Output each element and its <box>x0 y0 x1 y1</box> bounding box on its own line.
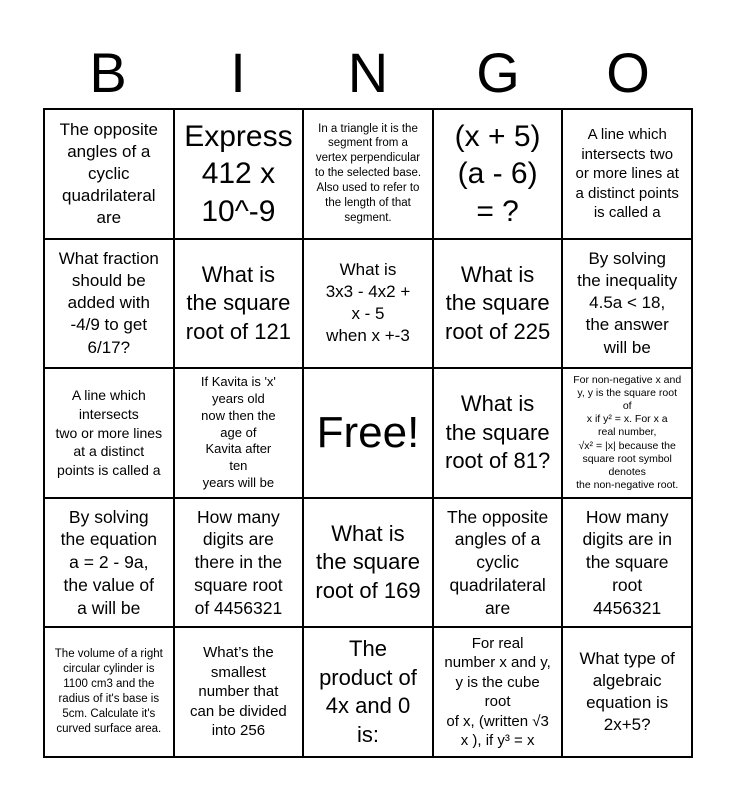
header-letter-g: G <box>476 41 520 104</box>
bingo-cell-r3-c4[interactable]: What is the square root of 81? <box>433 368 563 498</box>
free-space[interactable]: Free! <box>303 368 433 498</box>
bingo-cell-r4-c5[interactable]: How many digits are in the square root 4456321 <box>562 498 692 628</box>
bingo-cell-r1-c3[interactable]: In a triangle it is the segment from a vertex perpendicular to the selected base. Also used to refer to the length of that segment. <box>303 109 433 239</box>
bingo-cell-r1-c5[interactable]: A line which intersects two or more lines at a distinct points is called a <box>562 109 692 239</box>
bingo-cell-r2-c2[interactable]: What is the square root of 121 <box>174 239 304 369</box>
bingo-cell-r5-c3[interactable]: The product of 4x and 0 is: <box>303 627 433 757</box>
bingo-cell-r5-c2[interactable]: What’s the smallest number that can be divided into 256 <box>174 627 304 757</box>
bingo-header <box>43 40 693 106</box>
bingo-cell-r1-c2[interactable]: Express 412 x 10^-9 <box>174 109 304 239</box>
bingo-cell-r5-c5[interactable]: What type of algebraic equation is 2x+5? <box>562 627 692 757</box>
header-letter-b: B <box>89 41 127 104</box>
header-letter-i: I <box>230 41 246 104</box>
bingo-cell-r2-c1[interactable]: What fraction should be added with -4/9 to get 6/17? <box>44 239 174 369</box>
bingo-cell-r4-c3[interactable]: What is the square root of 169 <box>303 498 433 628</box>
bingo-cell-r3-c1[interactable]: A line which intersects two or more lines at a distinct points is called a <box>44 368 174 498</box>
bingo-cell-r3-c5[interactable]: For non-negative x and y, y is the square root of x if y² = x. For x a real number, √x² = |x| because the square root symbol denotes the non-negative root. <box>562 368 692 498</box>
bingo-cell-r5-c1[interactable]: The volume of a right circular cylinder is 1100 cm3 and the radius of it's base is 5cm. Calculate it's curved surface area. <box>44 627 174 757</box>
bingo-cell-r3-c2[interactable]: If Kavita is 'x' years old now then the age of Kavita after ten years will be <box>174 368 304 498</box>
bingo-cell-r4-c4[interactable]: The opposite angles of a cyclic quadrilateral are <box>433 498 563 628</box>
bingo-cell-r5-c4[interactable]: For real number x and y, y is the cube root of x, (written √3 x ), if y³ = x <box>433 627 563 757</box>
bingo-cell-r2-c4[interactable]: What is the square root of 225 <box>433 239 563 369</box>
header-letter-o: O <box>606 41 650 104</box>
bingo-cell-r4-c2[interactable]: How many digits are there in the square root of 4456321 <box>174 498 304 628</box>
bingo-cell-r4-c1[interactable]: By solving the equation a = 2 - 9a, the value of a will be <box>44 498 174 628</box>
header-letter-n: N <box>347 41 389 104</box>
bingo-cell-r1-c1[interactable]: The opposite angles of a cyclic quadrilateral are <box>44 109 174 239</box>
bingo-cell-r2-c3[interactable]: What is 3x3 - 4x2 + x - 5 when x +-3 <box>303 239 433 369</box>
bingo-board <box>43 108 693 758</box>
bingo-cell-r1-c4[interactable]: (x + 5) (a - 6) = ? <box>433 109 563 239</box>
bingo-cell-r2-c5[interactable]: By solving the inequality 4.5a < 18, the answer will be <box>562 239 692 369</box>
